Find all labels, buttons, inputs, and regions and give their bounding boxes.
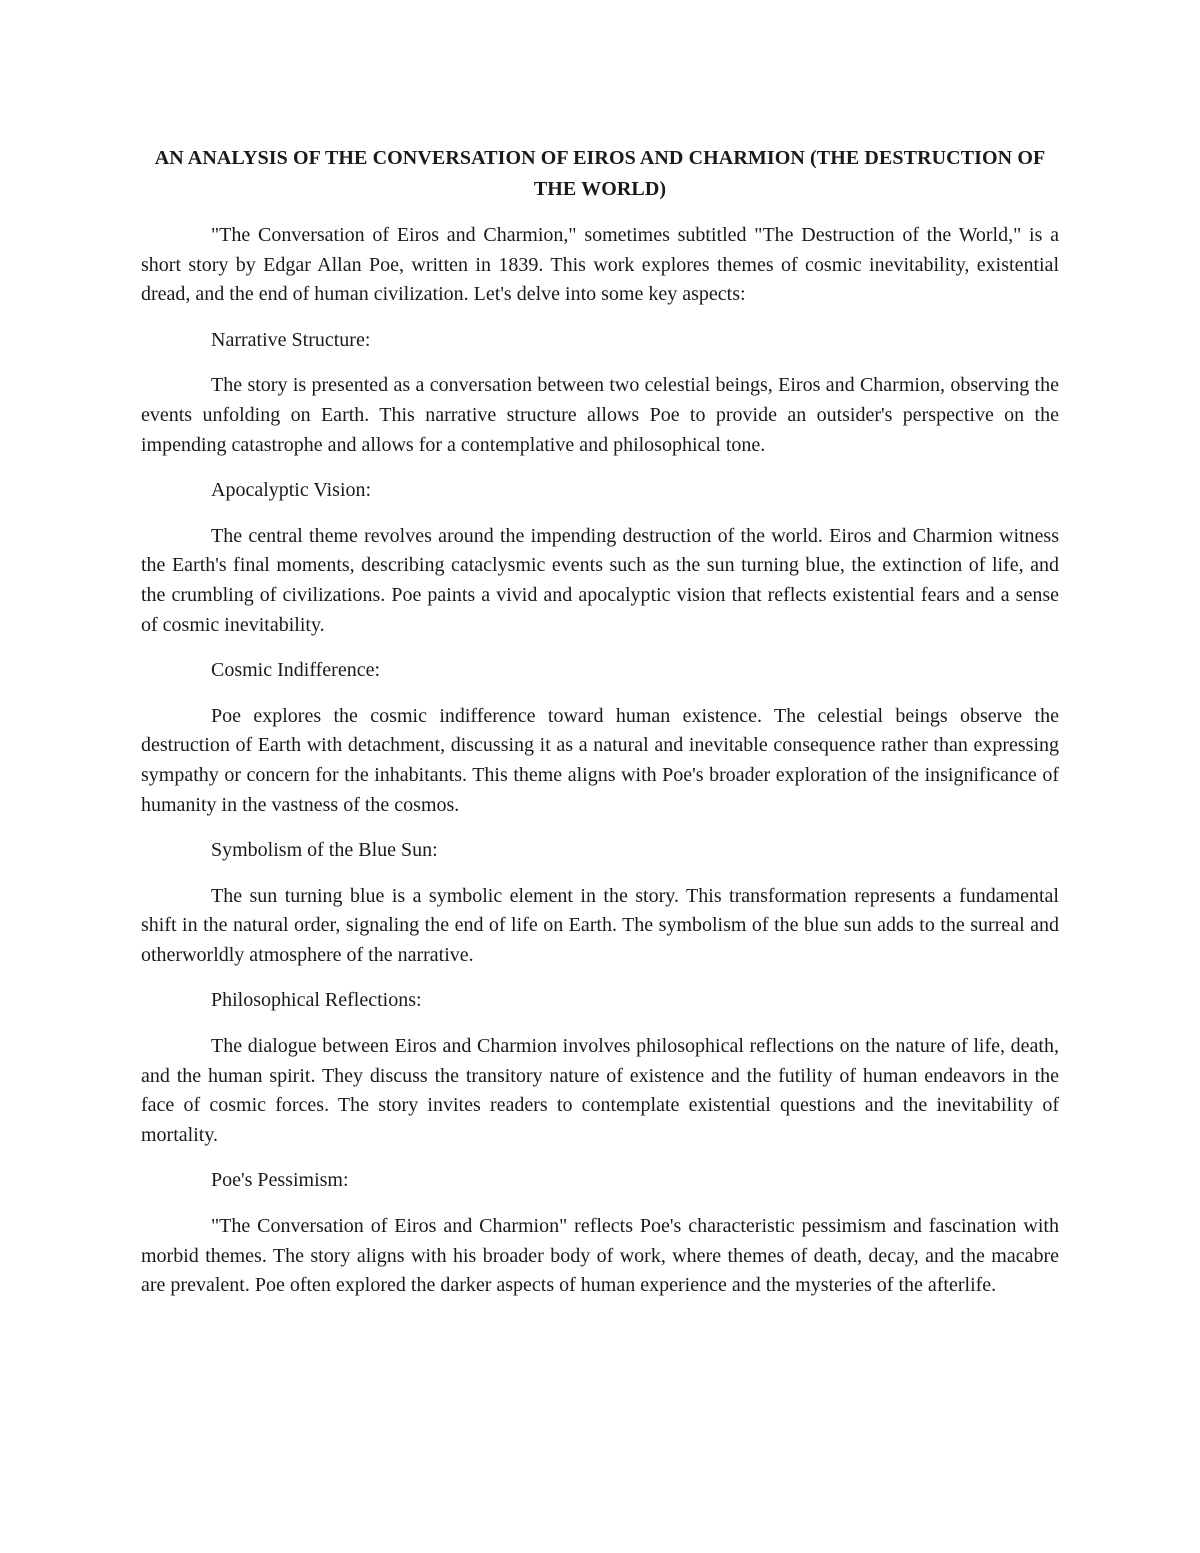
section-body-narrative-structure: The story is presented as a conversation between two celestial beings, Eiros and Charmion, observing the events unfolding on Earth. This narrative structure allows Poe to provide an outsider's perspective on the impending catastrophe and allows for a contemplative and philosophical tone. bbox=[141, 374, 1059, 456]
section-body-cosmic-indifference: Poe explores the cosmic indifference toward human existence. The celestial beings observe the destruction of Earth with detachment, discussing it as a natural and inevitable consequence rather than expressing sympathy or concern for the inhabitants. This theme aligns with Poe's broader exploration of the insignificance of humanity in the vastness of the cosmos. bbox=[141, 704, 1059, 816]
section-heading-blue-sun: Symbolism of the Blue Sun: bbox=[211, 839, 438, 862]
section-heading-philosophical-reflections: Philosophical Reflections: bbox=[211, 989, 422, 1012]
section-body-philosophical-reflections: The dialogue between Eiros and Charmion involves philosophical reflections on the nature of life, death, and the human spirit. They discuss the transitory nature of existence and the futility of human endeavors in the face of cosmic forces. The story invites readers to contemplate existential questions and the inevitability of mortality. bbox=[141, 1035, 1059, 1146]
section-body-blue-sun: The sun turning blue is a symbolic element in the story. This transformation represents a fundamental shift in the natural order, signaling the end of life on Earth. The symbolism of the blue sun adds to the surreal and otherworldly atmosphere of the narrative. bbox=[141, 884, 1059, 966]
section-body-poes-pessimism: "The Conversation of Eiros and Charmion" reflects Poe's characteristic pessimism and fascination with morbid themes. The story aligns with his broader body of work, where themes of death, decay, and the macabre are prevalent. Poe often explored the darker aspects of human experience and the mysteries of the afterlife. bbox=[141, 1215, 1059, 1297]
section-heading-apocalyptic-vision: Apocalyptic Vision: bbox=[211, 479, 372, 502]
document-title: AN ANALYSIS OF THE CONVERSATION OF EIROS AND CHARMION (THE DESTRUCTION OF THE WORLD) bbox=[154, 147, 1046, 200]
document-body bbox=[141, 143, 1059, 1317]
section-heading-narrative-structure: Narrative Structure: bbox=[211, 328, 371, 351]
section-heading-cosmic-indifference: Cosmic Indifference: bbox=[211, 659, 381, 682]
section-body-apocalyptic-vision: The central theme revolves around the impending destruction of the world. Eiros and Charmion witness the Earth's final moments, describing cataclysmic events such as the sun turning blue, the extinction of life, and the crumbling of civilizations. Poe paints a vivid and apocalyptic vision that reflects existential fears and a sense of cosmic inevitability. bbox=[141, 524, 1059, 636]
section-heading-poes-pessimism: Poe's Pessimism: bbox=[211, 1169, 349, 1192]
intro-paragraph: "The Conversation of Eiros and Charmion," sometimes subtitled "The Destruction of the World," is a short story by Edgar Allan Poe, written in 1839. This work explores themes of cosmic inevitability, existential dread, and the end of human civilization. Let's delve into some key aspects: bbox=[141, 224, 1059, 306]
